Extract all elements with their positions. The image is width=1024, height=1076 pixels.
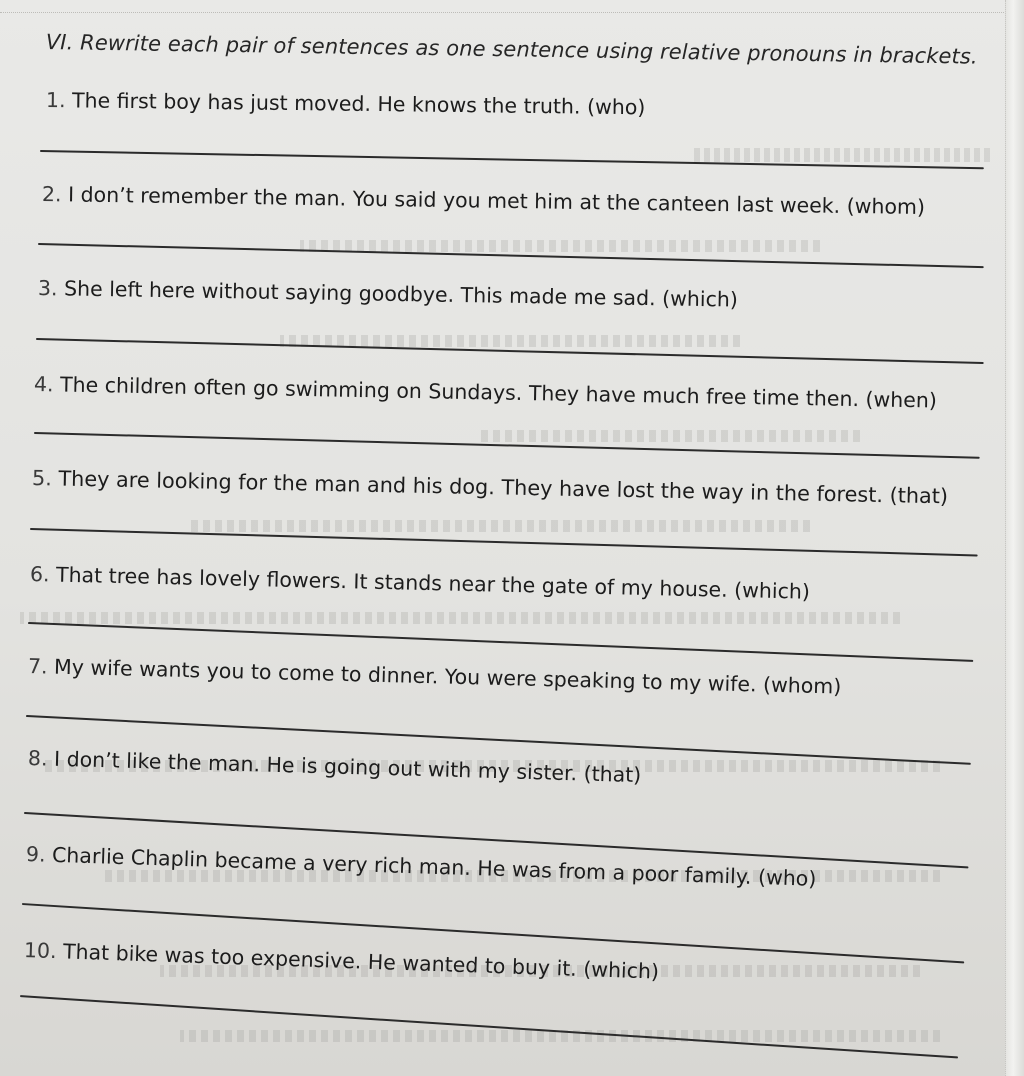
- exercise-prompt: [34, 372, 937, 413]
- exercise-sentence: She left here without saying goodbye. This made me sad. (which): [63, 276, 739, 312]
- exercise-sentence: That bike was too expensive. He wanted to buy it. (which): [62, 939, 660, 984]
- exercise-prompt: [26, 842, 817, 891]
- show-through-texture: [20, 612, 900, 624]
- exercise-prompt: [30, 562, 810, 604]
- exercise-sentence: I don’t remember the man. You said you met him at the canteen last week. (whom): [67, 182, 926, 220]
- exercise-number: 3.: [37, 276, 58, 301]
- exercise-prompt: [32, 466, 949, 508]
- exercise-prompt: [28, 654, 842, 699]
- answer-line[interactable]: [20, 995, 958, 1058]
- exercise-number: 2.: [41, 182, 62, 207]
- exercise-sentence: That tree has lovely flowers. It stands near the gate of my house. (which): [55, 562, 811, 604]
- exercise-heading: VI. Rewrite each pair of sentences as one sentence using relative pronouns in brackets.: [45, 30, 978, 69]
- exercise-prompt: [28, 746, 642, 787]
- exercise-sentence: Charlie Chaplin became a very rich man. He was from a poor family. (who): [51, 842, 817, 891]
- exercise-number: 1.: [45, 88, 66, 113]
- show-through-texture: [480, 430, 860, 442]
- exercise-sentence: The first boy has just moved. He knows the truth. (who): [71, 88, 646, 120]
- exercise-number: 7.: [27, 654, 48, 679]
- exercise-sentence: I don’t like the man. He is going out with my sister. (that): [53, 746, 642, 788]
- exercise-number: 4.: [33, 372, 54, 397]
- exercise-prompt: [42, 182, 925, 219]
- answer-line[interactable]: [28, 622, 973, 662]
- exercise-sentence: My wife wants you to come to dinner. You were speaking to my wife. (whom): [53, 654, 842, 699]
- show-through-texture: [690, 148, 990, 162]
- exercise-number: 5.: [31, 466, 53, 491]
- exercise-prompt: [38, 276, 738, 312]
- exercise-number: 9.: [25, 842, 46, 867]
- exercise-sentence: They are looking for the man and his dog. They have lost the way in the forest. (that): [58, 466, 949, 509]
- page-edge: [1005, 0, 1024, 1076]
- exercise-sentence: The children often go swimming on Sundays. They have much free time then. (when): [59, 372, 938, 413]
- exercise-number: 6.: [29, 562, 50, 587]
- exercise-number: 10.: [23, 938, 57, 964]
- show-through-texture: [190, 520, 810, 532]
- exercise-number: 8.: [27, 746, 48, 771]
- answer-line[interactable]: [30, 528, 978, 556]
- show-through-texture: [300, 240, 820, 252]
